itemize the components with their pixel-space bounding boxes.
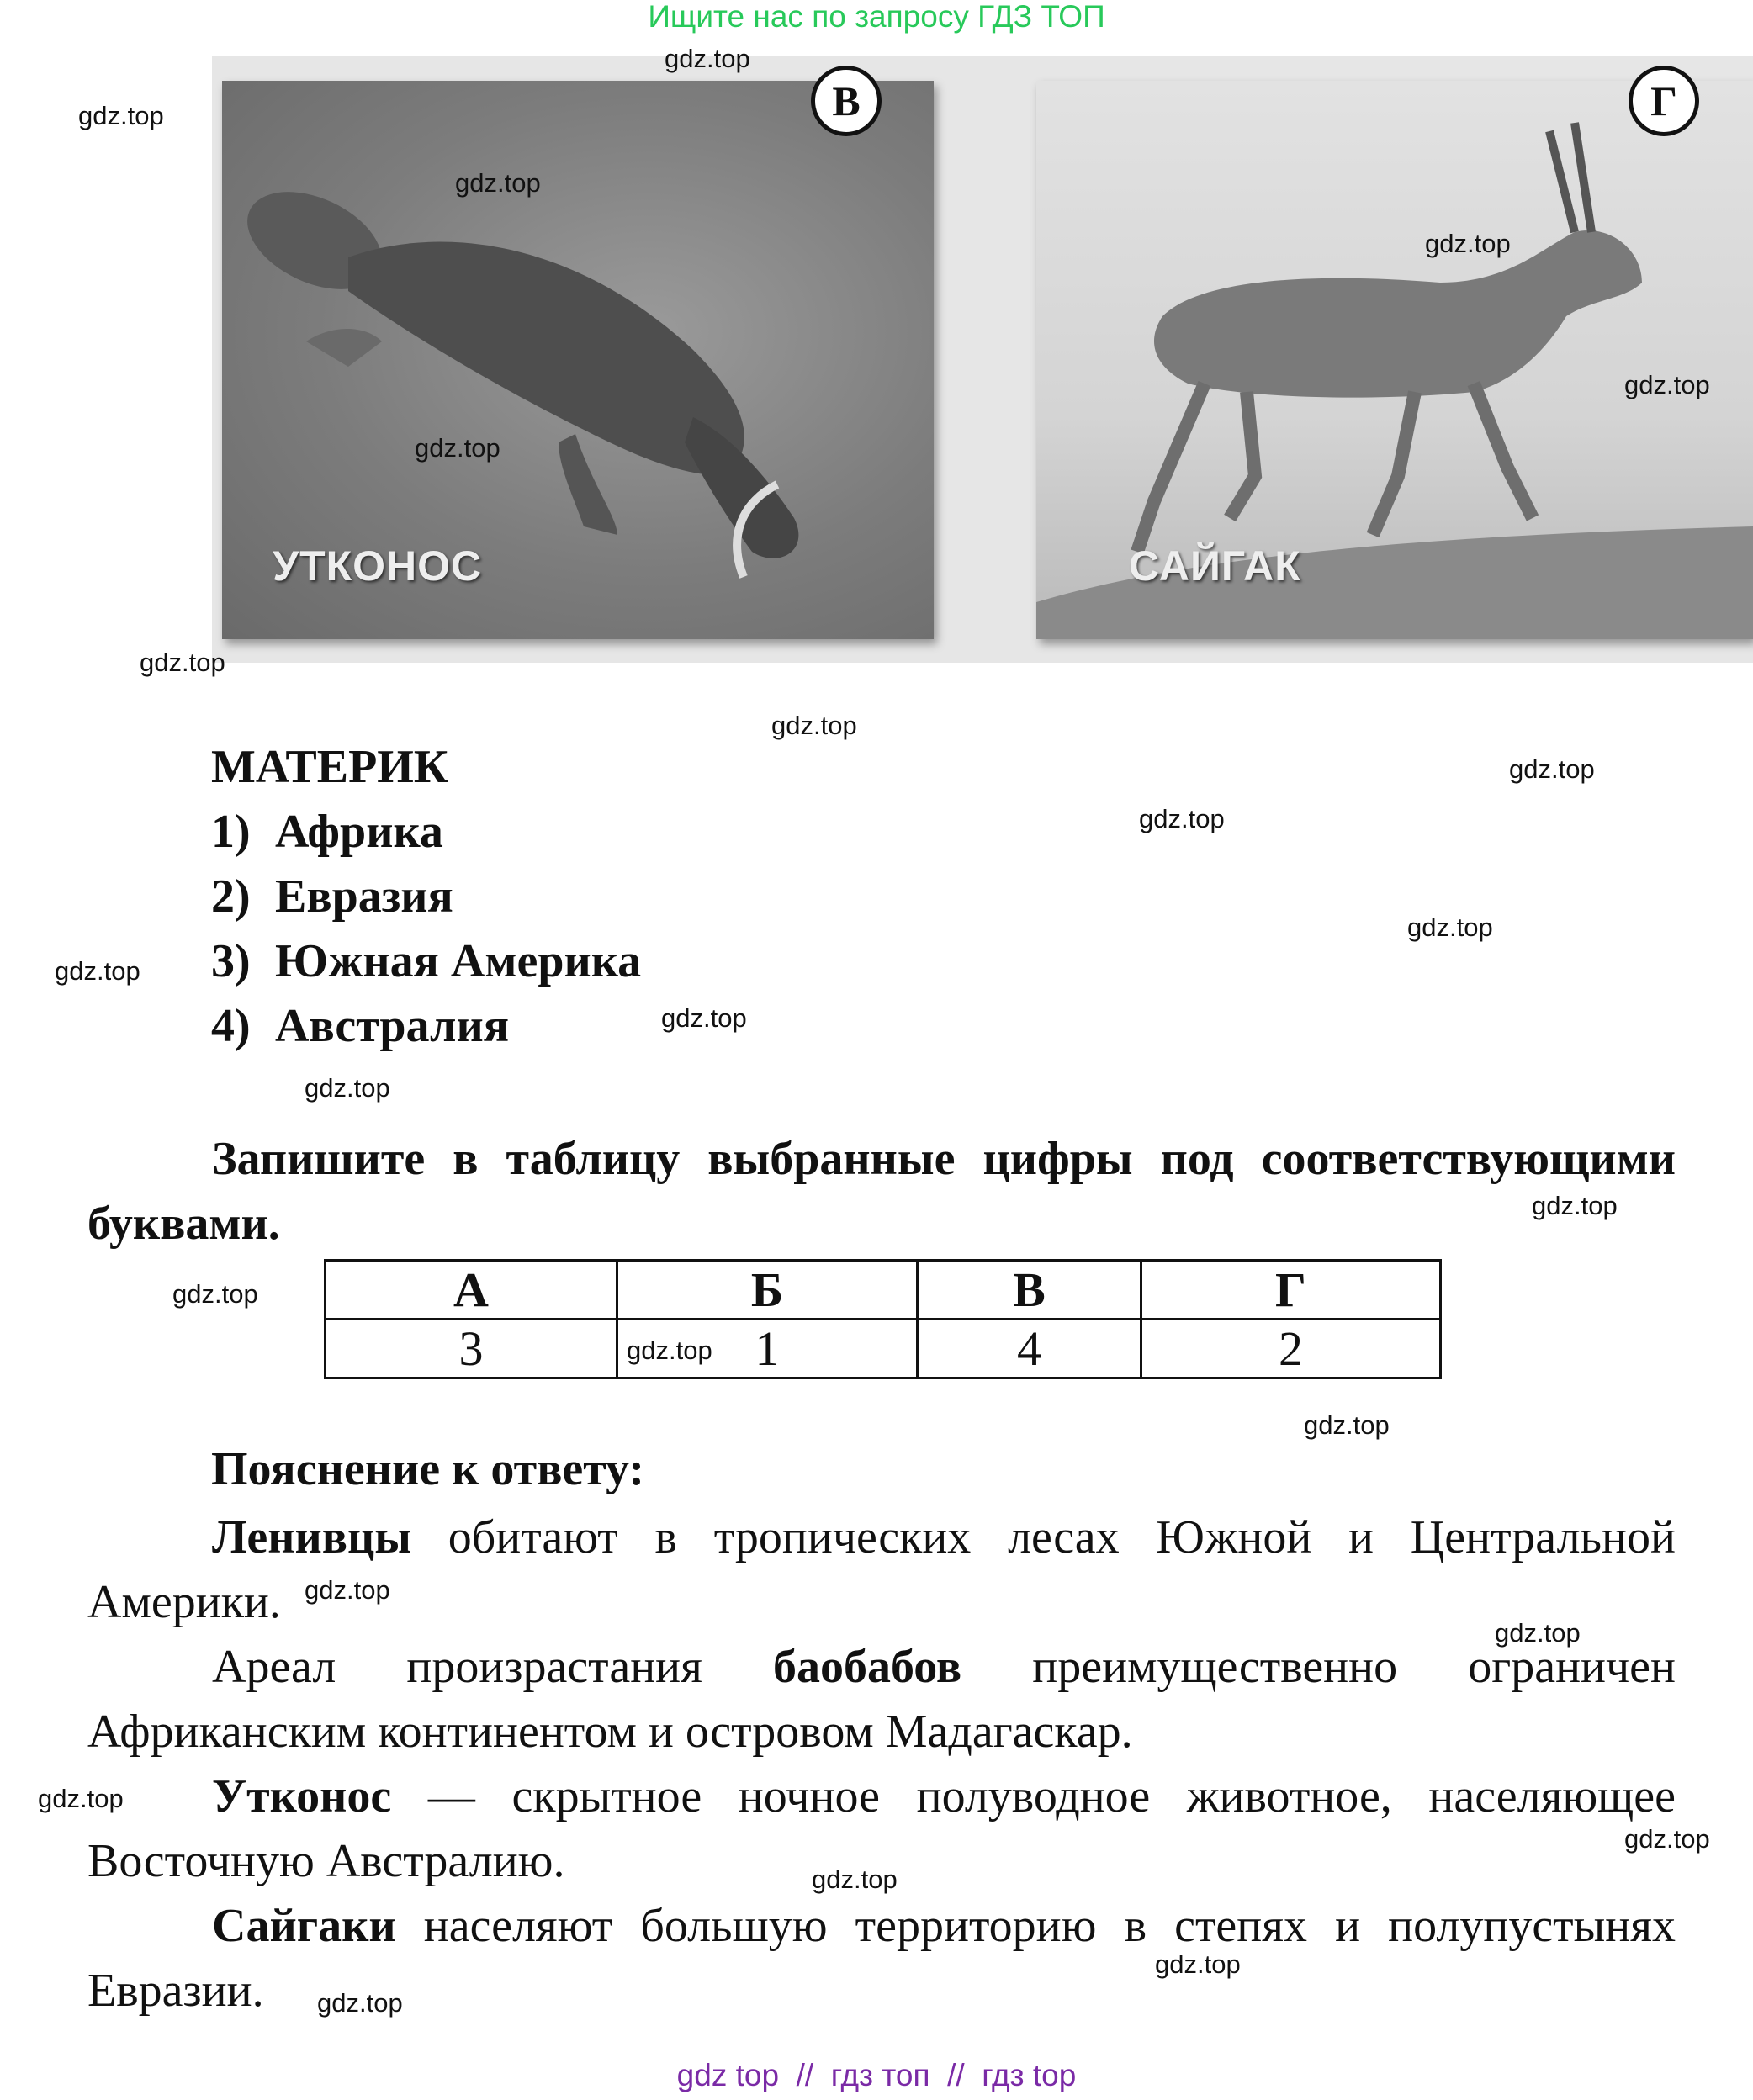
watermark: gdz.top — [415, 433, 500, 463]
table-instruction: Запишите в таблицу выбранные цифры под соответствующими буквами. — [87, 1133, 1676, 1250]
table-value-cell: 4 — [918, 1320, 1141, 1378]
table-header-cell: Г — [1141, 1261, 1441, 1320]
watermark: gdz.top — [627, 1336, 712, 1365]
continent-item: 4) Австралия — [211, 1000, 510, 1052]
bottom-banner: gdz top // гдз топ // гдз top — [676, 2058, 1077, 2092]
watermark: gdz.top — [1624, 370, 1710, 399]
badge-letter-g: Г — [1629, 66, 1699, 136]
watermark: gdz.top — [771, 711, 857, 740]
explanation-heading: Пояснение к ответу: — [211, 1443, 644, 1495]
watermark: gdz.top — [1139, 804, 1225, 833]
watermark: gdz.top — [455, 168, 541, 198]
table-header-cell: А — [326, 1261, 617, 1320]
continent-item: 3) Южная Америка — [211, 935, 642, 987]
table-header-cell: Б — [617, 1261, 918, 1320]
watermark: gdz.top — [305, 1073, 390, 1103]
watermark: gdz.top — [38, 1784, 124, 1813]
watermark: gdz.top — [1304, 1410, 1390, 1440]
table-value-cell: 3 — [326, 1320, 617, 1378]
photo-caption-saiga: САЙГАК — [1129, 542, 1301, 590]
watermark: gdz.top — [1495, 1618, 1581, 1648]
photo-platypus — [222, 81, 934, 639]
watermark: gdz.top — [1532, 1191, 1618, 1220]
explanation-paragraph-sloths: Ленивцы обитают в тропических лесах Южной и Центральной Америки. — [87, 1511, 1676, 1628]
watermark: gdz.top — [305, 1575, 390, 1605]
watermark: gdz.top — [812, 1865, 898, 1894]
watermark: gdz.top — [665, 44, 750, 73]
watermark: gdz.top — [1407, 912, 1493, 942]
answer-table-value-row — [326, 1320, 1441, 1378]
watermark: gdz.top — [140, 648, 225, 677]
explanation-paragraph-baobabs: Ареал произрастания баобабов преимущественно ограничен Африканским континентом и островом Мадагаскар. — [87, 1641, 1676, 1758]
photo-caption-platypus: УТКОНОС — [273, 542, 483, 590]
explanation-paragraph-saiga: Сайгаки населяют большую территорию в степях и полупустынях Евразии. — [87, 1900, 1676, 2017]
watermark: gdz.top — [1425, 229, 1511, 258]
watermark: gdz.top — [1509, 754, 1595, 784]
watermark: gdz.top — [1155, 1949, 1241, 1979]
table-value-cell: 1 — [617, 1320, 918, 1378]
photo-saiga — [1036, 81, 1753, 639]
watermark: gdz.top — [78, 101, 164, 130]
answer-table — [324, 1259, 1442, 1379]
watermark: gdz.top — [55, 956, 140, 986]
explanation-paragraph-platypus: Утконос — скрытное ночное полуводное животное, населяющее Восточную Австралию. — [87, 1770, 1676, 1887]
watermark: gdz.top — [172, 1279, 258, 1309]
continents-heading: МАТЕРИК — [211, 741, 448, 793]
top-search-banner: Ищите нас по запросу ГДЗ ТОП — [648, 0, 1105, 34]
badge-letter-v: В — [811, 66, 882, 136]
continent-item: 2) Евразия — [211, 870, 453, 923]
table-header-cell: В — [918, 1261, 1141, 1320]
table-value-cell: 2 — [1141, 1320, 1441, 1378]
continent-item: 1) Африка — [211, 806, 443, 858]
watermark: gdz.top — [1624, 1824, 1710, 1854]
answer-table-header-row — [326, 1261, 1441, 1320]
watermark: gdz.top — [317, 1988, 403, 2018]
watermark: gdz.top — [661, 1003, 747, 1033]
